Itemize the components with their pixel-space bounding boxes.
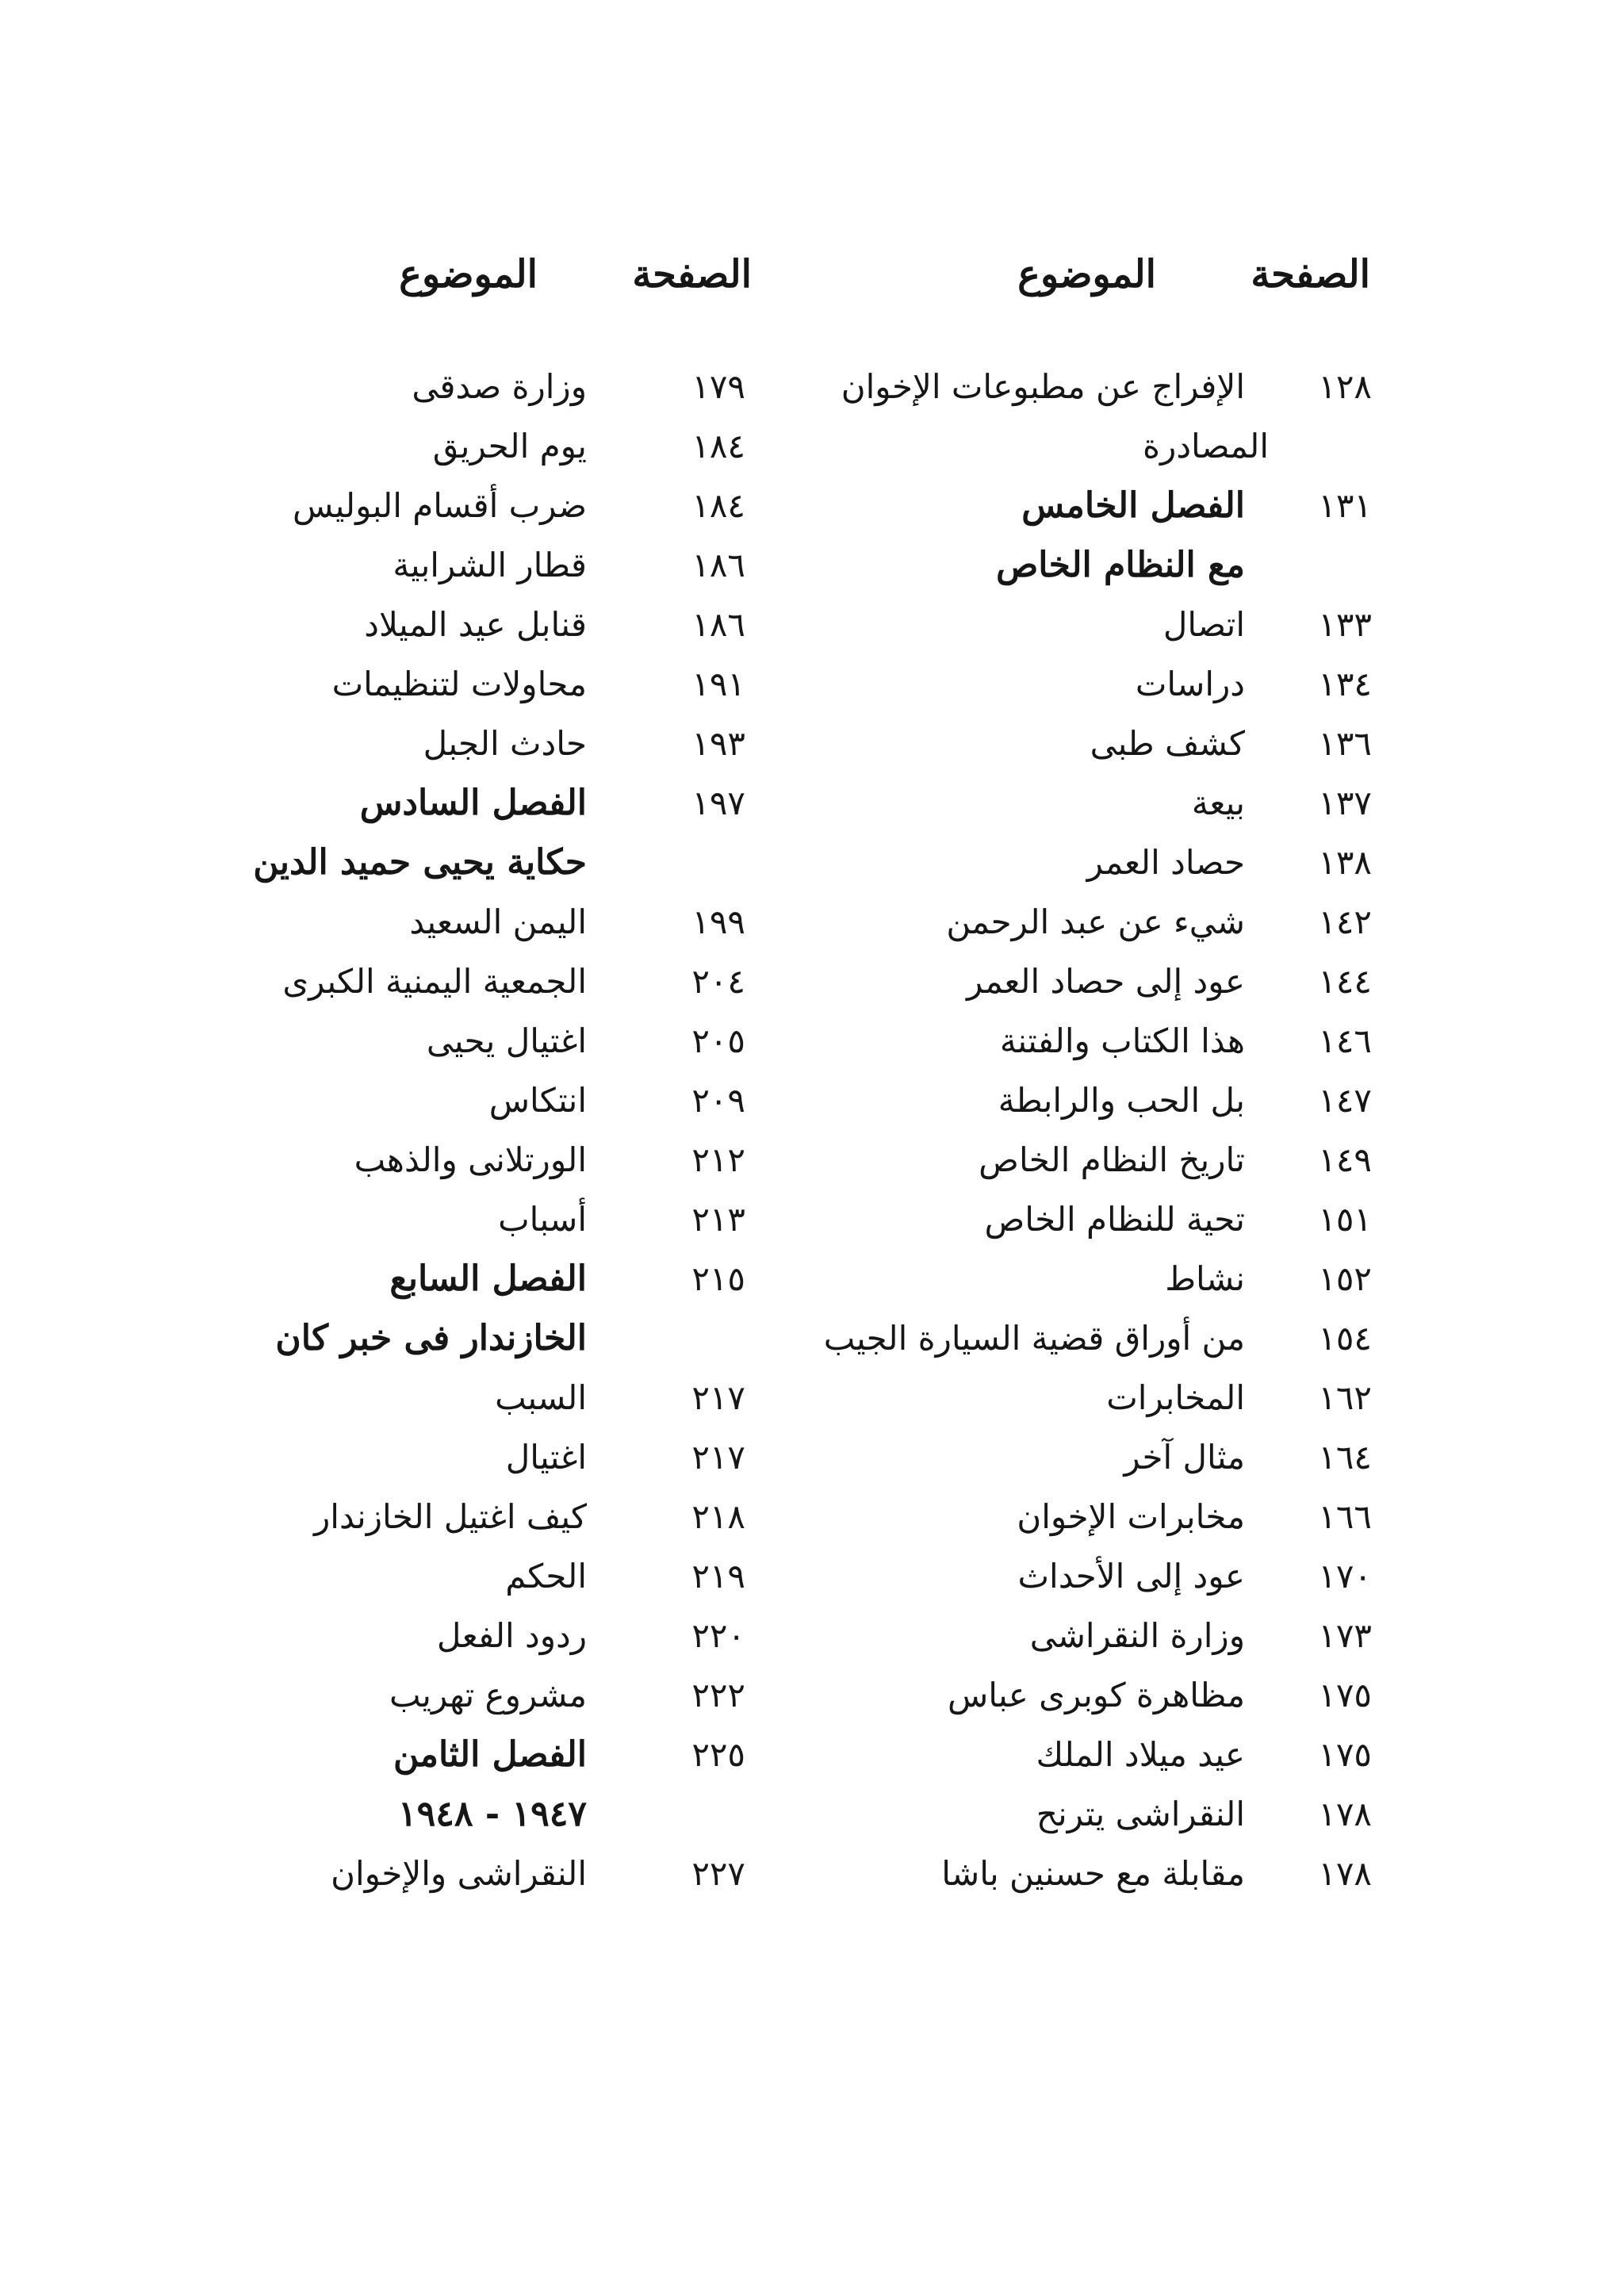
page-number xyxy=(1277,416,1372,476)
page-number: ٢١٧ xyxy=(691,1438,745,1477)
toc-row xyxy=(230,892,745,952)
toc-chapter-row xyxy=(230,1308,745,1368)
toc-row xyxy=(817,952,1372,1011)
toc-row xyxy=(817,654,1372,714)
page-number: ٢٢٠ xyxy=(691,1616,745,1655)
chapter-subtitle: حكاية يحيى حميد الدين xyxy=(253,842,587,883)
page-number: ٢١٧ xyxy=(691,1378,745,1417)
toc-row xyxy=(817,1130,1372,1190)
page-number: ١٧٨ xyxy=(1318,1795,1372,1833)
topic-title: مشروع تهريب xyxy=(389,1676,587,1714)
right-page-header: الصفحة xyxy=(1251,252,1370,297)
topic-title: بل الحب والرابطة xyxy=(998,1081,1245,1120)
topic-title: اغتيال يحيى xyxy=(426,1021,587,1060)
page-number: ٢٢٧ xyxy=(691,1854,745,1893)
topic-title: اغتيال xyxy=(505,1438,587,1477)
chapter-subtitle: ١٩٤٧ - ١٩٤٨ xyxy=(398,1794,587,1834)
toc-row xyxy=(817,833,1372,892)
page-number: ٢١٣ xyxy=(691,1200,745,1239)
toc-row xyxy=(230,416,745,476)
topic-title: مقابلة مع حسنين باشا xyxy=(941,1854,1245,1893)
topic-title: شيء عن عبد الرحمن xyxy=(946,902,1245,941)
page-number: ١٣٦ xyxy=(1318,724,1372,763)
toc-row xyxy=(817,1546,1372,1606)
page-number: ١٦٢ xyxy=(1318,1378,1372,1417)
topic-title: دراسات xyxy=(1135,665,1245,703)
page-number: ١٧٥ xyxy=(1318,1735,1372,1774)
page-number: ٢٠٤ xyxy=(691,962,745,1001)
page-number: ١٩٣ xyxy=(691,724,745,763)
topic-title: كشف طبى xyxy=(1090,724,1245,763)
toc-row xyxy=(230,714,745,773)
toc-left-column xyxy=(230,357,745,1903)
page-number: ١٧٥ xyxy=(1318,1676,1372,1714)
toc-row xyxy=(817,357,1372,416)
topic-title: النقراشى يترنح xyxy=(1036,1795,1245,1833)
toc-row xyxy=(817,1249,1372,1308)
toc-chapter-row xyxy=(817,535,1372,595)
page-number: ١٢٨ xyxy=(1318,367,1372,406)
topic-title: من أوراق قضية السيارة الجيب xyxy=(823,1319,1245,1358)
page-number: ١٥٢ xyxy=(1318,1259,1372,1298)
page-number: ١٧٩ xyxy=(691,367,745,406)
page-number: ١٩٩ xyxy=(691,902,745,941)
chapter-title: الفصل الثامن xyxy=(393,1734,587,1775)
page-number: ١٤٩ xyxy=(1318,1140,1372,1179)
topic-title: النقراشى والإخوان xyxy=(331,1854,587,1893)
toc-row xyxy=(817,714,1372,773)
toc-row xyxy=(817,1487,1372,1546)
page-number: ١٥٤ xyxy=(1318,1319,1372,1358)
topic-title: بيعة xyxy=(1191,783,1245,822)
page-number: ١٦٦ xyxy=(1318,1497,1372,1536)
toc-chapter-row xyxy=(230,833,745,892)
chapter-title: الفصل السادس xyxy=(359,783,587,823)
page-number xyxy=(650,1308,745,1368)
toc-chapter-row xyxy=(230,1249,745,1308)
page-number: ١٣٧ xyxy=(1318,783,1372,822)
toc-row xyxy=(230,1130,745,1190)
toc-row xyxy=(230,1665,745,1725)
toc-row xyxy=(230,1487,745,1546)
page-number: ٢٢٢ xyxy=(691,1676,745,1714)
topic-title: محاولات لتنظيمات xyxy=(331,665,587,703)
toc-row xyxy=(230,1606,745,1665)
page-number: ٢١٢ xyxy=(691,1140,745,1179)
chapter-title: الفصل الخامس xyxy=(1021,485,1245,526)
toc-row xyxy=(230,952,745,1011)
topic-title: الورتلانى والذهب xyxy=(354,1140,587,1179)
page-number: ١٤٧ xyxy=(1318,1081,1372,1120)
page-number: ٢٢٥ xyxy=(691,1735,745,1774)
topic-title: أسباب xyxy=(498,1200,587,1239)
page-number: ٢٠٩ xyxy=(691,1081,745,1120)
topic-title: تحية للنظام الخاص xyxy=(984,1200,1245,1239)
page-number xyxy=(650,1784,745,1844)
page-number: ١٣١ xyxy=(1318,486,1372,525)
topic-title: نشاط xyxy=(1165,1259,1245,1298)
topic-title: مثال آخر xyxy=(1124,1438,1245,1477)
toc-chapter-row xyxy=(230,1784,745,1844)
toc-row xyxy=(230,357,745,416)
toc-row xyxy=(817,1784,1372,1844)
topic-title: قنابل عيد الميلاد xyxy=(364,605,587,644)
toc-row xyxy=(817,1368,1372,1427)
topic-title: تاريخ النظام الخاص xyxy=(979,1140,1245,1179)
toc-row xyxy=(230,654,745,714)
topic-title: ردود الفعل xyxy=(436,1616,587,1655)
topic-title: عود إلى حصاد العمر xyxy=(966,962,1245,1001)
page-number: ١٣٨ xyxy=(1318,843,1372,882)
page-number: ١٨٦ xyxy=(691,546,745,584)
topic-title: مخابرات الإخوان xyxy=(1017,1497,1245,1536)
topic-title: الجمعية اليمنية الكبرى xyxy=(282,962,587,1001)
topic-title: اتصال xyxy=(1162,605,1245,644)
page-number: ١٩٧ xyxy=(691,783,745,822)
toc-row xyxy=(817,1427,1372,1487)
page-number: ٢١٩ xyxy=(691,1557,745,1596)
toc-row xyxy=(230,1190,745,1249)
page-number: ١٦٤ xyxy=(1318,1438,1372,1477)
toc-row xyxy=(817,773,1372,833)
topic-title: وزارة النقراشى xyxy=(1029,1616,1245,1655)
toc-row xyxy=(817,1606,1372,1665)
toc-row xyxy=(817,1011,1372,1071)
toc-row xyxy=(817,595,1372,654)
toc-row xyxy=(817,1665,1372,1725)
left-page-header: الصفحة xyxy=(632,252,752,297)
topic-title: اليمن السعيد xyxy=(409,902,587,941)
topic-title: حصاد العمر xyxy=(1086,843,1245,882)
page-number: ١٧٨ xyxy=(1318,1854,1372,1893)
toc-chapter-row xyxy=(230,773,745,833)
page-number: ١٨٤ xyxy=(691,486,745,525)
topic-title: يوم الحريق xyxy=(432,427,587,465)
topic-title: ضرب أقسام البوليس xyxy=(293,486,587,525)
topic-title: هذا الكتاب والفتنة xyxy=(999,1021,1245,1060)
toc-row xyxy=(230,595,745,654)
topic-title: المصادرة xyxy=(1143,427,1269,465)
page-number: ١٣٤ xyxy=(1318,665,1372,703)
topic-title: وزارة صدقى xyxy=(412,367,587,406)
toc-right-column xyxy=(817,357,1372,1903)
page-number: ١٧٣ xyxy=(1318,1616,1372,1655)
toc-row xyxy=(817,1308,1372,1368)
topic-title: المخابرات xyxy=(1106,1378,1245,1417)
toc-row xyxy=(817,1190,1372,1249)
chapter-subtitle: مع النظام الخاص xyxy=(996,545,1245,585)
toc-row xyxy=(230,1011,745,1071)
page-number xyxy=(1277,535,1372,595)
topic-title: مظاهرة كوبرى عباس xyxy=(947,1676,1245,1714)
page-number: ١٤٤ xyxy=(1318,962,1372,1001)
left-topic-header: الموضوع xyxy=(399,252,538,297)
page-number: ١٤٦ xyxy=(1318,1021,1372,1060)
topic-title: السبب xyxy=(495,1378,587,1417)
toc-row xyxy=(230,1368,745,1427)
topic-title: انتكاس xyxy=(488,1081,587,1120)
chapter-subtitle: الخازندار فى خبر كان xyxy=(275,1318,587,1358)
toc-chapter-row xyxy=(230,1725,745,1784)
page-number: ١٣٣ xyxy=(1318,605,1372,644)
toc-row xyxy=(230,535,745,595)
right-topic-header: الموضوع xyxy=(1017,252,1156,297)
page-number: ١٤٢ xyxy=(1318,902,1372,941)
page-number: ١٩١ xyxy=(691,665,745,703)
toc-row xyxy=(817,1725,1372,1784)
page-number: ٢١٨ xyxy=(691,1497,745,1536)
topic-title: الحكم xyxy=(505,1557,587,1596)
chapter-title: الفصل السابع xyxy=(389,1259,587,1299)
topic-title: عيد ميلاد الملك xyxy=(1036,1735,1245,1774)
toc-row xyxy=(230,476,745,535)
toc-row xyxy=(817,1844,1372,1903)
page-number: ١٨٤ xyxy=(691,427,745,465)
toc-row xyxy=(230,1427,745,1487)
page-number xyxy=(650,833,745,892)
toc-row xyxy=(817,416,1372,476)
page-number: ١٥١ xyxy=(1318,1200,1372,1239)
topic-title: حادث الجبل xyxy=(423,724,587,763)
topic-title: عود إلى الأحداث xyxy=(1017,1557,1245,1596)
page-number: ١٨٦ xyxy=(691,605,745,644)
page-number: ٢٠٥ xyxy=(691,1021,745,1060)
toc-row xyxy=(230,1844,745,1903)
toc-row xyxy=(230,1071,745,1130)
toc-row xyxy=(230,1546,745,1606)
topic-title: كيف اغتيل الخازندار xyxy=(314,1497,587,1536)
toc-chapter-row xyxy=(817,476,1372,535)
page-number: ١٧٠ xyxy=(1318,1557,1372,1596)
topic-title: الإفراج عن مطبوعات الإخوان xyxy=(841,367,1245,406)
toc-row xyxy=(817,892,1372,952)
page-number: ٢١٥ xyxy=(691,1259,745,1298)
toc-row xyxy=(817,1071,1372,1130)
topic-title: قطار الشرابية xyxy=(393,546,587,584)
